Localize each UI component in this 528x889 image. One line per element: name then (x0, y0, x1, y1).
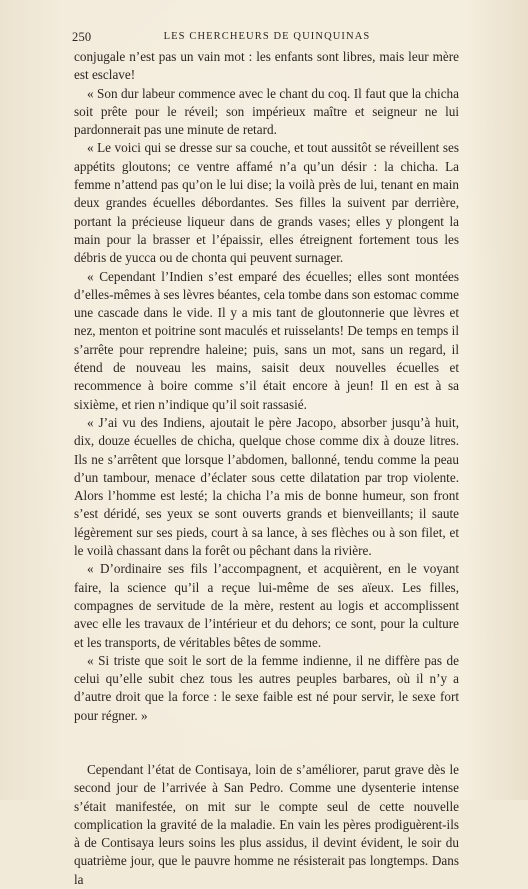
paragraph: conjugale n’est pas un vain mot : les enfants sont libres, mais leur mère est esclave! (74, 49, 459, 83)
paragraph: « Son dur labeur commence avec le chant du coq. Il faut que la chicha soit prête pour le réveil; son impérieux maître et seigneur ne lui pardonnerait pas une minute de retard. (74, 85, 459, 138)
body-text (74, 48, 459, 889)
page-header (72, 30, 462, 46)
paragraph: « D’ordinaire ses fils l’accompagnent, et acquièrent, en le voyant faire, la science qu’il a reçue lui-même de ses aïeux. Les filles, compagnes de servitude de la mère, restent au logis et accomplissent avec elle les travaux de l’intérieur et du dehors; ce sont, pour la culture et les transports, de véritables bêtes de somme. (74, 561, 459, 650)
paragraph: Cependant l’état de Contisaya, loin de s’améliorer, parut grave dès le second jour de l’arrivée à San Pedro. Comme une dysenterie intense s’était manifestée, on mit sur le compte seul de cette nouvelle complication la gravité de la maladie. En vain les pères prodiguèrent-ils à de Contisaya leurs soins les plus assidus, il devint évident, le soir du quatrième jour, que le pauvre homme ne résisterait pas longtemps. Dans la (74, 761, 459, 887)
page-number: 250 (72, 30, 92, 44)
paragraph: « Le voici qui se dresse sur sa couche, et tout aussitôt se réveillent ses appétits gloutons; ce ventre affamé n’a qu’un désir : la chicha. La femme n’attend pas qu’on le lui dise; la voilà près de lui, tenant en main deux grandes écuelles débordantes. Ses filles la suivent par derrière, portant la précieuse liqueur dans de grands vases; elles y plongent la main pour la brasser et l’épaissir, elles étreignent fortement tous les débris de yucca ou de chonta qui peuvent surnager. (74, 140, 459, 266)
paragraph: « Si triste que soit le sort de la femme indienne, il ne diffère pas de celui qu’elle subit chez tous les autres peuples barbares, où il n’y a d’autre droit que la force : le sexe faible est né pour servir, le sexe fort pour régner. » (74, 652, 459, 723)
paragraph: « J’ai vu des Indiens, ajoutait le père Jacopo, absorber jusqu’à huit, dix, douze écuelles de chicha, quelque chose comme dix à douze litres. Ils ne s’arrêtent que lorsque l’abdomen, ballonné, tendu comme la peau d’un tambour, menace d’éclater sous cette dilatation par trop violente. Alors l’homme est lesté; la chicha l’a mis de bonne humeur, son front s’est déridé, ses yeux se sont ouverts grands et bienveillants; il saute légèrement sur ses pieds, court à sa lance, à ses flèches ou à son filet, et le voilà chassant dans la forêt ou pêchant dans la rivière. (74, 414, 459, 559)
paragraph: « Cependant l’Indien s’est emparé des écuelles; elles sont montées d’elles-mêmes à ses lèvres béantes, cela tombe dans son estomac comme une cascade dans le vide. Il y a mis tant de gloutonnerie que lèvres et nez, menton et poitrine sont maculés et ruisselants! De temps en temps il s’arrête pour reprendre haleine; puis, sans un mot, sans un regard, il étend de nouveau les mains, saisit deux nouvelles écuelles et recommence à boire comme s’il était encore à jeun! Il en est à sa sixième, et rien n’indique qu’il soit rassasié. (74, 268, 459, 412)
running-title: LES CHERCHEURS DE QUINQUINAS (163, 31, 371, 42)
